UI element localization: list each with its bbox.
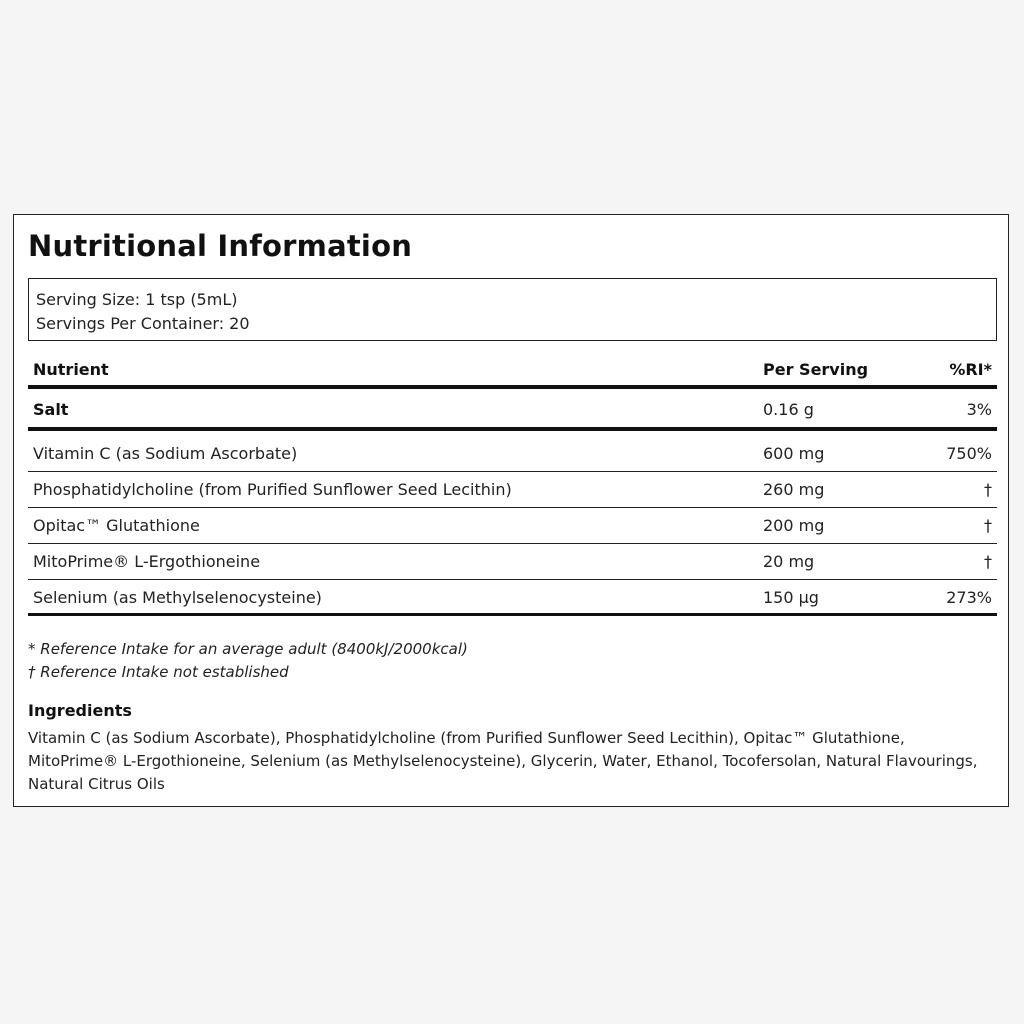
per-serving-value: 0.16 g — [763, 400, 814, 419]
footnote-ri: * Reference Intake for an average adult (8400kJ/2000kcal) — [28, 640, 468, 658]
table-row — [28, 508, 997, 544]
footnote-not-established: † Reference Intake not established — [28, 663, 289, 681]
per-serving-value: 150 µg — [763, 588, 819, 607]
per-serving-value: 200 mg — [763, 516, 825, 535]
nutrient-name: Selenium (as Methylselenocysteine) — [33, 588, 322, 607]
table-header-row — [28, 355, 997, 389]
table-row — [28, 580, 997, 616]
ri-value: 273% — [946, 588, 992, 607]
table-row — [28, 431, 997, 472]
nutrient-name: Phosphatidylcholine (from Purified Sunflower Seed Lecithin) — [33, 480, 512, 499]
ri-value: † — [984, 552, 992, 571]
table-row — [28, 472, 997, 508]
serving-size: Serving Size: 1 tsp (5mL) — [36, 290, 238, 309]
header-ri: %RI* — [949, 360, 992, 379]
table-row-salt — [28, 389, 997, 431]
nutrition-table — [28, 355, 997, 616]
ri-value: 3% — [966, 400, 992, 419]
ri-value: 750% — [946, 444, 992, 463]
ingredients-heading: Ingredients — [28, 701, 132, 720]
ri-value: † — [984, 516, 992, 535]
nutrient-name: Opitac™ Glutathione — [33, 516, 200, 535]
nutrient-name: Vitamin C (as Sodium Ascorbate) — [33, 444, 298, 463]
servings-per-container: Servings Per Container: 20 — [36, 314, 250, 333]
ri-value: † — [984, 480, 992, 499]
per-serving-value: 20 mg — [763, 552, 815, 571]
header-nutrient: Nutrient — [33, 360, 109, 379]
nutrient-name: MitoPrime® L-Ergothioneine — [33, 552, 261, 571]
serving-info-box — [28, 278, 997, 341]
ingredients-text: Vitamin C (as Sodium Ascorbate), Phosphatidylcholine (from Purified Sunflower Seed Lecithin), Opitac™ Glutathione, MitoPrime® L-Ergothioneine, Selenium (as Methylselenocysteine), Glycerin, Water, Ethanol, Tocofersolan, Natural Flavourings, Natural Citrus Oils — [28, 729, 978, 793]
nutrient-name: Salt — [33, 400, 69, 419]
panel-title: Nutritional Information — [28, 229, 413, 263]
header-per-serving: Per Serving — [763, 360, 869, 379]
footnotes — [28, 638, 468, 684]
per-serving-value: 600 mg — [763, 444, 825, 463]
table-row — [28, 544, 997, 580]
nutrition-panel — [13, 214, 1009, 807]
per-serving-value: 260 mg — [763, 480, 825, 499]
